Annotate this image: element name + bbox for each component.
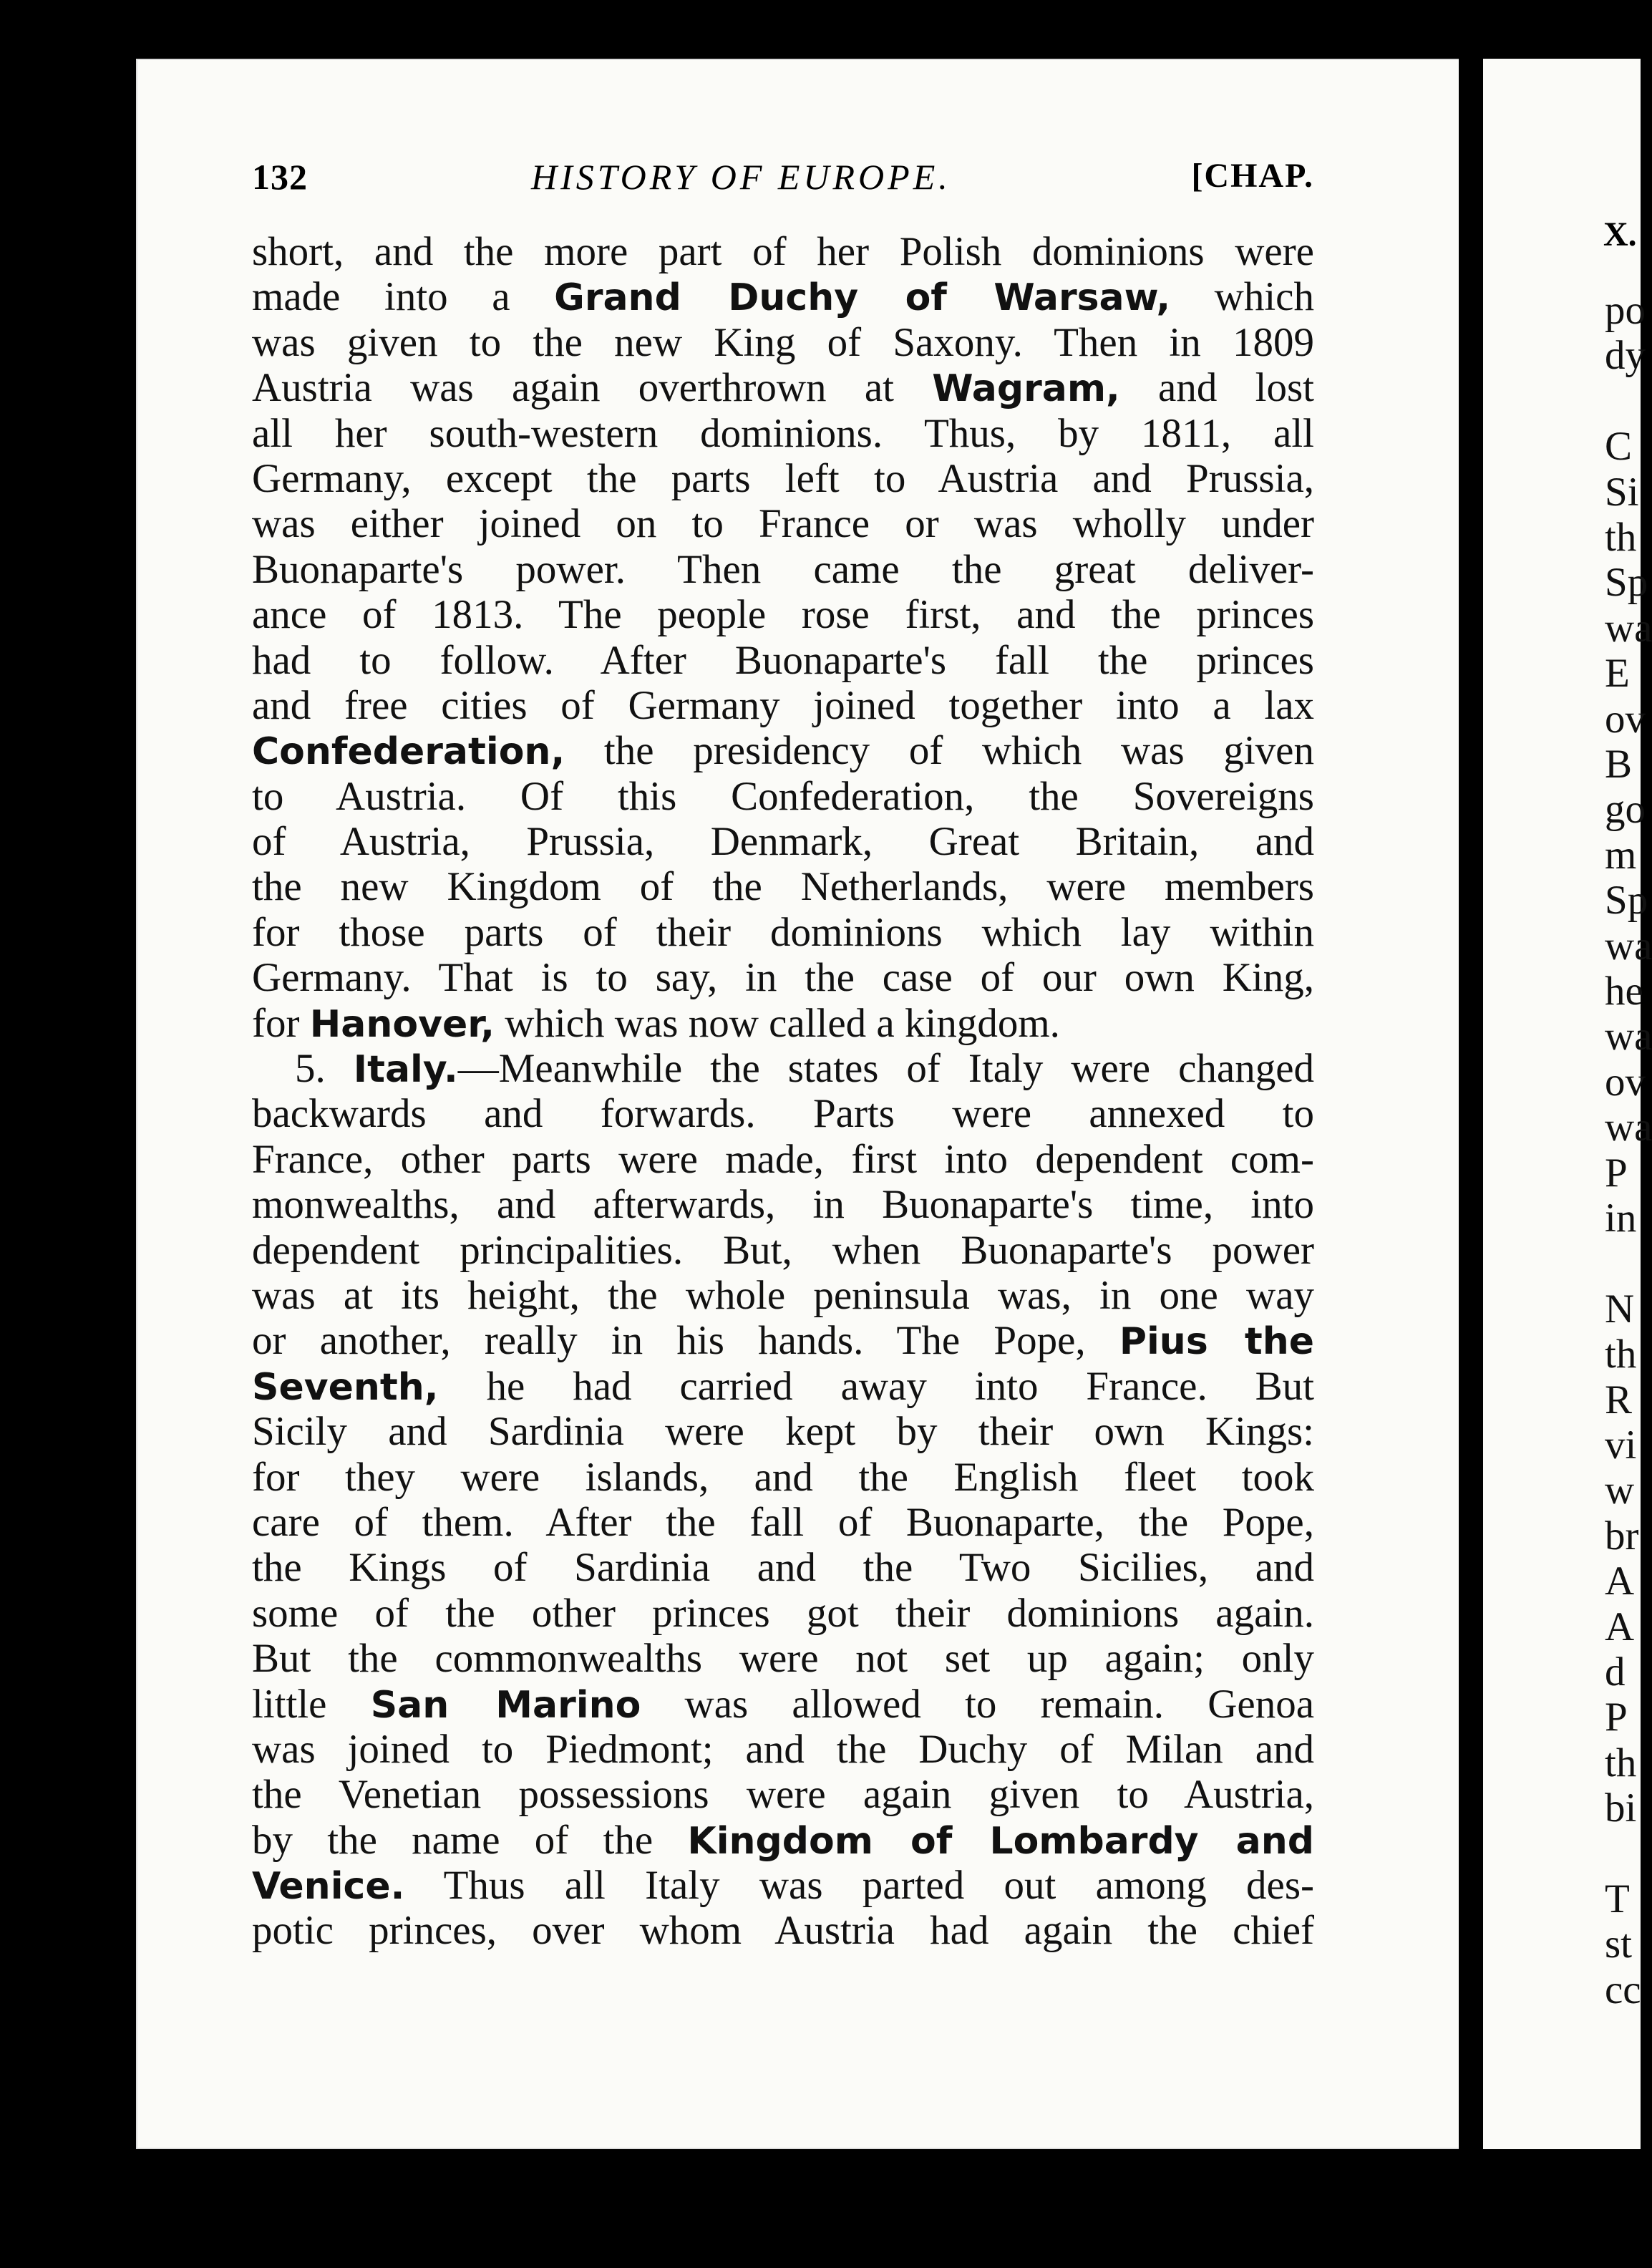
text-line: Austria was again overthrown at Wagram, and lost <box>252 365 1315 411</box>
adjacent-page-fragment: dy <box>1605 333 1646 379</box>
chapter-marker: [CHAP. <box>1191 157 1314 195</box>
adjacent-page-fragment: th <box>1605 1740 1637 1785</box>
adjacent-page-fragment: A <box>1605 1559 1635 1604</box>
bold-term: Hanover, <box>309 1002 495 1046</box>
text-line: Confederation, the presidency of which was given <box>252 728 1314 774</box>
text-line: 5. Italy.—Meanwhile the states of Italy were changed <box>295 1046 1315 1092</box>
bold-term: Seventh, <box>252 1365 439 1409</box>
text-line: Germany. That is to say, in the case of our own King, <box>252 955 1314 1001</box>
adjacent-page-fragment: he <box>1605 969 1643 1014</box>
text-line: potic princes, over whom Austria had again the chief <box>252 1908 1314 1954</box>
adjacent-page-fragment: st <box>1605 1922 1633 1967</box>
text-line: some of the other princes got their dominions again. <box>252 1590 1314 1636</box>
text-line: all her south-western dominions. Thus, by 1811, all <box>252 410 1314 456</box>
bold-term: Venice. <box>252 1865 405 1909</box>
text-line: Seventh, he had carried away into France. But <box>252 1363 1314 1409</box>
adjacent-page-fragment: Sp <box>1605 878 1648 924</box>
adjacent-page <box>1483 59 1652 2149</box>
text-line: the Venetian possessions were again given to Austria, <box>252 1772 1314 1818</box>
text-line: short, and the more part of her Polish dominions were <box>252 229 1314 274</box>
adjacent-page-fragment: P <box>1605 1150 1628 1196</box>
text-line: or another, really in his hands. The Pope, Pius the <box>252 1318 1315 1364</box>
page-number: 132 <box>252 157 308 197</box>
adjacent-page-fragment: Sp <box>1605 560 1648 606</box>
text-line: for Hanover, which was now called a kingdom. <box>252 1000 1060 1046</box>
text-line: care of them. After the fall of Buonaparte, the Pope, <box>252 1499 1314 1545</box>
adjacent-page-fragment: T <box>1605 1876 1630 1922</box>
bold-term: Pius the <box>1119 1320 1315 1364</box>
adjacent-page-fragment: vi <box>1605 1423 1637 1468</box>
adjacent-page-fragment: m <box>1605 832 1637 878</box>
text-line: the Kings of Sardinia and the Two Sicilies, and <box>252 1545 1314 1591</box>
adjacent-page-fragment: bi <box>1605 1785 1637 1831</box>
text-line: Germany, except the parts left to Austria and Prussia, <box>252 455 1314 501</box>
page-header <box>252 156 1314 206</box>
adjacent-page-fragment: P <box>1605 1695 1628 1740</box>
bold-term: Wagram, <box>932 367 1120 411</box>
text-line: France, other parts were made, first into dependent com- <box>252 1136 1314 1182</box>
adjacent-page-fragment: ov <box>1605 696 1646 742</box>
adjacent-page-fragment: d <box>1605 1649 1626 1695</box>
adjacent-page-fragment: A <box>1605 1604 1635 1649</box>
text-line: for those parts of their dominions which lay within <box>252 909 1314 955</box>
running-head: HISTORY OF EUROPE. <box>531 157 951 197</box>
text-line: to Austria. Of this Confederation, the Sovereigns <box>252 773 1314 819</box>
text-line: dependent principalities. But, when Buonaparte's power <box>252 1227 1314 1273</box>
text-line: ance of 1813. The people rose first, and the princes <box>252 592 1314 638</box>
text-line: made into a Grand Duchy of Warsaw, which <box>252 274 1314 320</box>
adjacent-page-fragment: w <box>1605 1468 1635 1513</box>
adjacent-page-fragment: C <box>1605 424 1633 470</box>
text-line: was either joined on to France or was wholly under <box>252 501 1314 547</box>
adjacent-page-fragment: E <box>1605 651 1630 697</box>
text-line: was given to the new King of Saxony. Then in 1809 <box>252 319 1314 365</box>
adjacent-page-fragment: R <box>1605 1377 1633 1423</box>
text-line: was joined to Piedmont; and the Duchy of Milan and <box>252 1726 1314 1772</box>
adjacent-page-fragment: wa <box>1605 1014 1652 1060</box>
body-text <box>252 229 1314 1954</box>
text-line: But the commonwealths were not set up again; only <box>252 1636 1314 1682</box>
adjacent-page-fragment: th <box>1605 515 1637 560</box>
text-line: monwealths, and afterwards, in Buonaparte's time, into <box>252 1182 1314 1228</box>
adjacent-page-fragment: B <box>1605 742 1633 787</box>
adjacent-page-fragment: go <box>1605 787 1646 833</box>
adjacent-page-fragment: wa <box>1605 1105 1652 1150</box>
text-line: for they were islands, and the English fleet took <box>252 1454 1314 1500</box>
adjacent-page-fragment: N <box>1605 1286 1635 1332</box>
adjacent-page-fragment: th <box>1605 1332 1637 1377</box>
bold-term: Kingdom of Lombardy and <box>687 1819 1314 1863</box>
adjacent-page-fragment: wa <box>1605 923 1652 969</box>
text-line: Sicily and Sardinia were kept by their own Kings: <box>252 1409 1314 1455</box>
bold-term: Italy. <box>353 1048 458 1092</box>
adjacent-page-fragment: cc <box>1605 1967 1641 2012</box>
adjacent-page-header: X. <box>1603 215 1637 253</box>
book-gutter <box>1459 43 1483 2176</box>
adjacent-page-fragment: po <box>1605 288 1646 333</box>
bold-term: Confederation, <box>252 730 565 774</box>
bold-term: San Marino <box>370 1683 641 1727</box>
text-line: of Austria, Prussia, Denmark, Great Britain, and <box>252 819 1314 865</box>
text-line: backwards and forwards. Parts were annexed to <box>252 1091 1314 1137</box>
text-line: Venice. Thus all Italy was parted out among des- <box>252 1863 1314 1909</box>
text-line: and free cities of Germany joined together into a lax <box>252 682 1314 728</box>
text-line: little San Marino was allowed to remain. Genoa <box>252 1681 1315 1727</box>
text-line: had to follow. After Buonaparte's fall the princes <box>252 637 1314 683</box>
adjacent-page-fragment: br <box>1605 1513 1639 1559</box>
adjacent-page-fragment: ov <box>1605 1059 1646 1105</box>
bold-term: Grand Duchy of Warsaw, <box>554 276 1171 320</box>
adjacent-page-fragment: in <box>1605 1196 1637 1241</box>
text-line: Buonaparte's power. Then came the great deliver- <box>252 546 1314 592</box>
text-line: by the name of the Kingdom of Lombardy and <box>252 1817 1314 1863</box>
adjacent-page-fragment: Si <box>1605 469 1639 515</box>
text-line: the new Kingdom of the Netherlands, were members <box>252 864 1314 910</box>
adjacent-page-fragment: wa <box>1605 605 1652 651</box>
text-line: was at its height, the whole peninsula was, in one way <box>252 1272 1314 1318</box>
